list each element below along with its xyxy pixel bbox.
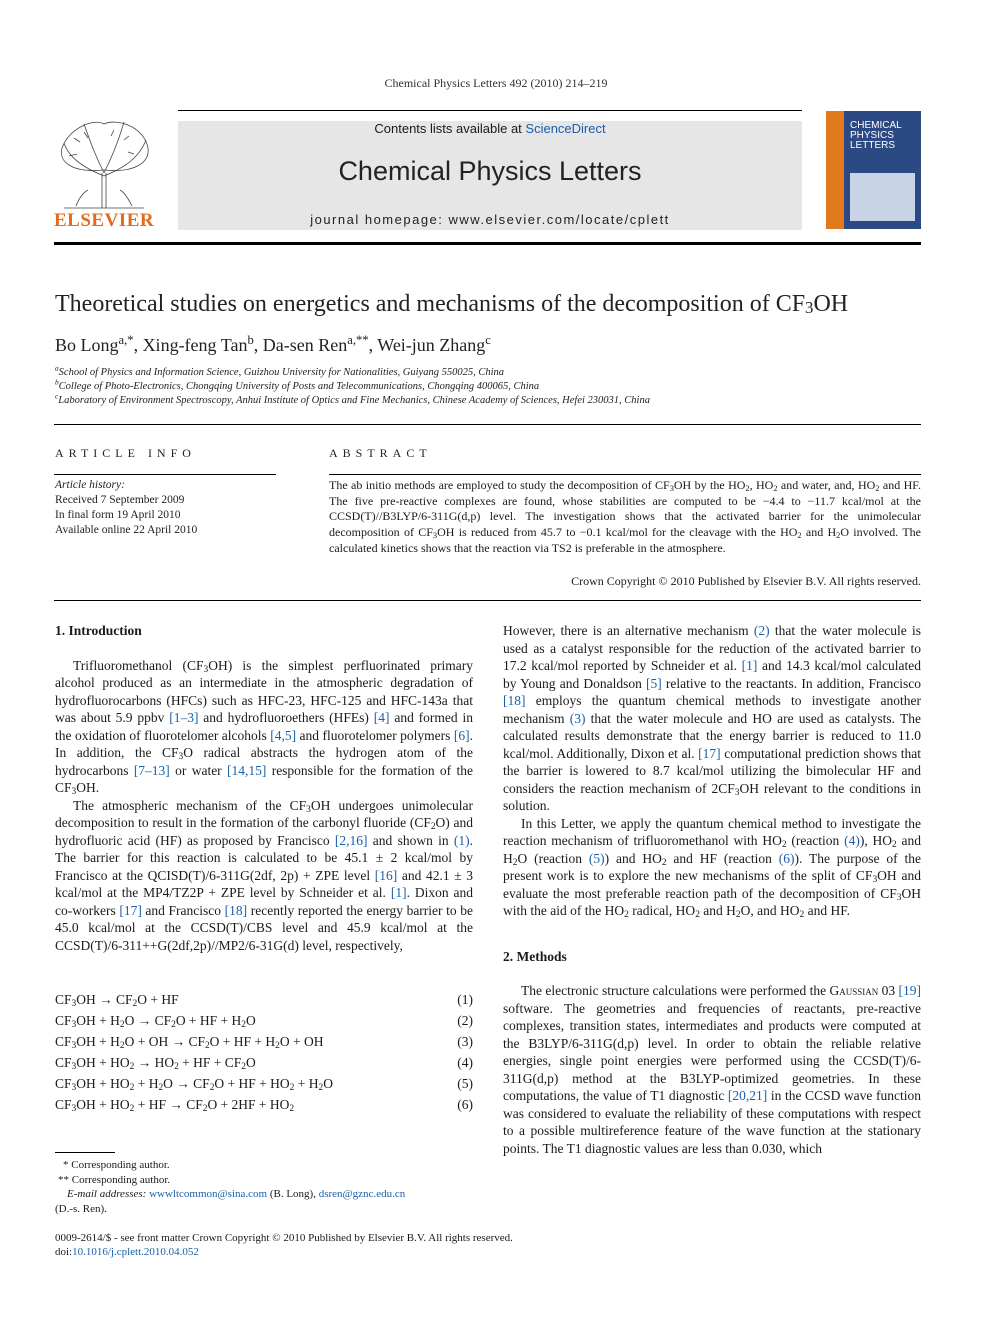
journal-title: Chemical Physics Letters bbox=[338, 156, 642, 186]
paper-title: Theoretical studies on energetics and mechanisms of the decomposition of $CF_3OH$ bbox=[55, 291, 849, 317]
author-name[interactable]: Bo Long bbox=[55, 335, 119, 355]
divider bbox=[54, 600, 921, 601]
section-heading-introduction: 1. Introduction bbox=[55, 623, 142, 638]
article-info-heading: ARTICLE INFO bbox=[55, 446, 196, 460]
email-link[interactable]: wwwltcommon@sina.com bbox=[149, 1188, 268, 1200]
contents-line bbox=[178, 121, 802, 136]
revised-date: In final form 19 April 2010 bbox=[55, 509, 181, 521]
journal-reference: Chemical Physics Letters 492 (2010) 214–219 bbox=[384, 76, 608, 90]
abstract-heading: ABSTRACT bbox=[329, 446, 432, 460]
doi-line: doi:10.1016/j.cplett.2010.04.052 bbox=[55, 1246, 199, 1258]
paragraph: In this Letter, we apply the quantum chemical method to investigate the reaction mechanism of trifluoromethanol with $HO_2$ (reaction (4)), $HO_2$ and $H_2O$ (reaction (5)) and $HO_2$ and HF (reaction (6)). The purpose of the present work is to explore the new mechanisms of the split of $CF_3OH$ and evaluate the most preferable reaction path of the decomposition of $CF_3OH$ with the aid of the $HO_2$ radical, $HO_2$ and $H_2O$, and $HO_2$ and HF. bbox=[503, 815, 922, 920]
abstract-copyright: Crown Copyright © 2010 Published by Elsevier B.V. All rights reserved. bbox=[571, 574, 921, 588]
cover-title: CHEMICAL PHYSICS LETTERS bbox=[850, 120, 902, 151]
sciencedirect-link[interactable]: ScienceDirect bbox=[525, 121, 606, 136]
author-name[interactable]: Wei-jun Zhang bbox=[377, 335, 486, 355]
cover-figure bbox=[850, 173, 915, 221]
affiliation: $^c$Laboratory of Environment Spectroscopy, Anhui Institute of Optics and Fine Mechanics, Chinese Academy of Sciences, Hefei 230031, China bbox=[55, 391, 650, 406]
header-top-rule bbox=[178, 110, 802, 111]
equation: $CF_3OH \to CF_2O$ + HF (1) bbox=[55, 992, 473, 1009]
journal-homepage[interactable]: journal homepage: www.elsevier.com/locate/cplett bbox=[310, 212, 670, 227]
issn-line: 0009-2614/$ - see front matter Crown Copyright © 2010 Published by Elsevier B.V. All rights reserved. bbox=[55, 1232, 513, 1244]
equation: $CF_3OH + HO_2$ + HF → $CF_2O + 2HF + HO_2$ (6) bbox=[55, 1097, 473, 1114]
equation: $CF_3OH + HO_2 + H_2O \to CF_2O$ + HF + $HO_2 + H_2O$ (5) bbox=[55, 1076, 473, 1093]
doi-link[interactable]: 10.1016/j.cplett.2010.04.052 bbox=[72, 1246, 199, 1258]
author-name[interactable]: Da-sen Ren bbox=[262, 335, 348, 355]
email-link[interactable]: dsren@gznc.edu.cn bbox=[318, 1188, 406, 1200]
journal-cover-image bbox=[826, 111, 921, 229]
affiliation: $^b$College of Photo-Electronics, Chongqing University of Posts and Telecommunications, Chongqing 400065, China bbox=[55, 377, 540, 392]
divider bbox=[54, 424, 921, 425]
tree-icon bbox=[54, 118, 154, 210]
equation: $CF_3OH + H_2O \to CF_2O$ + HF + $H_2O$ (2) bbox=[55, 1013, 473, 1030]
equation: $CF_3OH + H_2O$ + OH → $CF_2O$ + HF + $H_2O$ + OH (3) bbox=[55, 1034, 473, 1051]
footnote-rule bbox=[55, 1152, 115, 1153]
left-column bbox=[55, 622, 473, 954]
author-name[interactable]: Xing-feng Tan bbox=[142, 335, 248, 355]
paragraph: Trifluoromethanol $(CF_3OH)$ is the simplest perfluorinated primary alcohol produced as an intermediate in the atmospheric degradation of hydrofluorocarbons (HFCs) such as HFC-23, HFC-125 and HFC-143a that was about 5.9 ppbv [1–3] and hydrofluoroethers (HFEs) [4] and formed in the oxidation of fluorotelomer alcohols [4,5] and fluorotelomer polymers [6]. In addition, the $CF_3O$ radical abstracts the hydrogen atom of the hydrocarbons [7–13] or water [14,15] responsible for the formation of the $CF_3OH$. bbox=[55, 657, 473, 797]
equation: $CF_3OH + HO_2 \to HO_2$ + HF + $CF_2O$ (4) bbox=[55, 1055, 473, 1072]
author-list: Bo Long$^{a,*}$, Xing-feng Tan$^b$, Da-sen Ren$^{a,**}$, Wei-jun Zhang$^c$ bbox=[55, 333, 491, 355]
history-label: Article history: bbox=[55, 479, 125, 491]
paragraph: The electronic structure calculations were performed the Gaussian 03 [19] software. The geometries and frequencies of reactants, pre-reactive complexes, transition states, intermediates and products were computed at the B3LYP/6-311G(d,p) level. In order to obtain the reliable relative energies, single point energies were performed using the CCSD(T)/6-311G(d,p) method at the B3LYP-optimized geometries. In these computations, the value of T1 diagnostic [20,21] in the CCSD wave function was considered to evaluate the reliability of these computations with respect to a possible multireference feature of the wave function at the stationary points. The T1 diagnostic values are less than 0.030, which bbox=[503, 983, 921, 1156]
paragraph: However, there is an alternative mechanism (2) that the water molecule is used as a catalyst responsible for the reduction of the activated barrier to 17.2 kcal/mol reported by Schneider et al. [1] and 14.3 kcal/mol calculated by Young and Donaldson [5] relative to the reactants. In addition, Francisco [18] employs the quantum chemical methods to investigate another mechanism (3) that the water molecule and HO are used as catalysts. The calculated results demonstrate that the energy barrier is reduced to 11.0 kcal/mol. Additionally, Dixon et al. [17] computational prediction shows that the barrier is lowered to 8.7 kcal/mol utilizing the bimolecular HF and considers the reaction mechanism of $2CF_3OH$ relevant to the conditions in solution. bbox=[503, 623, 922, 813]
article-history bbox=[55, 478, 197, 538]
contents-prefix: Contents lists available at bbox=[374, 121, 526, 136]
online-date: Available online 22 April 2010 bbox=[55, 524, 198, 536]
equation-block bbox=[55, 992, 473, 1117]
header-bottom-rule bbox=[54, 242, 921, 245]
footnotes: * Corresponding author. ** Corresponding author. E-mail addresses: wwwltcommon@sina.com (B. Long), dsren@gznc.edu.cn (D.-s. Ren). bbox=[55, 1159, 406, 1215]
abstract-body: The ab initio methods are employed to study the decomposition of $CF_3OH$ by the $HO_2$, $HO_2$ and water, and, $HO_2$ and HF. The five pre-reactive complexes are found, whose stabilities are computed to be −4.4 to −11.7 kcal/mol at the CCSD(T)//B3LYP/6-311G(d,p) level. The investigation shows that the activated barrier for the unimolecular decomposition of $CF_3OH$ is reduced from 45.7 to −0.1 kcal/mol for the cleavage with the $HO_2$ and $H_2O$ involved. The calculated kinetics shows that the reaction via TS2 is preferable in the atmosphere. bbox=[329, 478, 922, 555]
divider bbox=[54, 474, 276, 475]
paragraph: The atmospheric mechanism of the $CF_3OH$ undergoes unimolecular decomposition to result in the formation of the carbonyl fluoride $(CF_2O)$ and hydrofluoric acid (HF) as proposed by Francisco [2,16] and shown in (1). The barrier for this reaction is calculated to be 45.1 ± 2 kcal/mol by Francisco at the QCISD(T)/6-311G(2df, 2p) + ZPE level [16] and 42.1 ± 3 kcal/mol at the MP4/TZ2P + ZPE level by Schneider et al. [1]. Dixon and co-workers [17] and Francisco [18] recently reported the energy barrier to be 45.0 kcal/mol at the CCSD(T)/CBS level and 45.9 kcal/mol at the CCSD(T)/6-311++G(2df,2p)//MP2/6-31G(d) level, respectively, bbox=[55, 797, 473, 953]
publisher-logo-text: ELSEVIER bbox=[54, 210, 155, 231]
right-column bbox=[503, 622, 921, 1157]
affiliation: $^a$School of Physics and Information Science, Guizhou University for Nationalities, Guiyang 550025, China bbox=[55, 363, 505, 378]
divider bbox=[329, 474, 921, 475]
section-heading-methods: 2. Methods bbox=[503, 948, 567, 964]
received-date: Received 7 September 2009 bbox=[55, 494, 185, 506]
cover-stripe bbox=[826, 111, 844, 229]
bottom-matter bbox=[55, 1231, 513, 1259]
